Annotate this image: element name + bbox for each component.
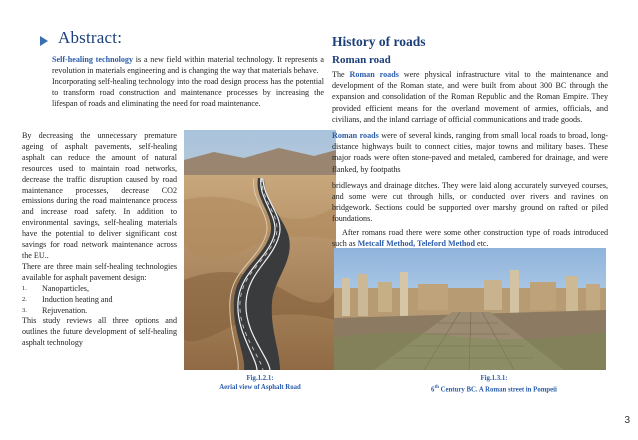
asphalt-road-photo	[184, 130, 336, 370]
history-paragraph-1	[332, 69, 608, 125]
list-text: Induction heating and	[42, 294, 113, 304]
abstract-body	[22, 131, 177, 349]
bullet-arrow-icon	[40, 36, 48, 46]
figure-text: Aerial view of Asphalt Road	[219, 384, 301, 391]
figure-text	[384, 383, 604, 394]
abstract-intro-text: is a new field within material technology. It represents a revolution in materials engineering and is changing the way that materials behave.	[52, 55, 324, 75]
list-number: 1.	[22, 284, 27, 292]
roman-road-subheading: Roman road	[332, 54, 391, 66]
history-heading: History of roads	[332, 34, 426, 49]
list-item	[22, 295, 177, 306]
history-paragraph-4-tail: etc.	[474, 238, 489, 248]
history-paragraph-3: bridleways and drainage ditches. They were laid along accurately surveyed courses, and some were cut through hills, or conducted over rivers and ravines on bridgework. Sections could be supported over marshy ground on rafted or piled foundations.	[332, 180, 608, 224]
history-paragraph-1-text: were physical infrastructure vital to the maintenance and development of the Roman state, and were built from about 300 BC through the expansion and consolidation of the Roman Republic and the Roman Empire. They provided efficient means for the overland movement of armies, officials, and civilians, and the inland carriage of official communications and trade goods.	[332, 70, 608, 124]
technology-list	[22, 284, 177, 317]
list-number: 2.	[22, 295, 27, 303]
abstract-title: Abstract:	[58, 28, 123, 47]
abstract-intro-paragraph-2: Incorporating self-healing technology into the road design process has the potential to transform road construction and maintenance processes by increasing the lifespan of roads and eliminating the need for road maintenance.	[52, 77, 324, 108]
history-body	[332, 69, 608, 254]
history-paragraph-4-lead: After romans road there were some other construction type of roads introduced such as	[332, 227, 608, 248]
list-text: Nanoparticles,	[42, 283, 89, 293]
figure-label: Fig.1.2.1:	[246, 375, 274, 382]
self-healing-term: Self-healing technology	[52, 55, 134, 64]
history-paragraph-2-text: were of several kinds, ranging from small local roads to broad, long-distance highways built to connect cities, major towns and military bases. These major roads were often stone-paved and metaled, cambered for drainage, and were flanked, by footpaths	[332, 131, 608, 174]
century-ordinal: th	[434, 385, 439, 390]
page-number: 3	[624, 415, 630, 426]
abstract-intro-paragraph	[52, 54, 324, 76]
history-paragraph-4	[332, 227, 608, 249]
list-item	[22, 306, 177, 317]
abstract-body-paragraph-3: This study reviews all three options and outlines the future development of self-healing asphalt technology	[22, 316, 177, 348]
list-item	[22, 284, 177, 295]
abstract-body-paragraph-2: There are three main self-healing technologies available for asphalt pavement design:	[22, 261, 177, 282]
history-paragraph-1-lead: The	[332, 70, 350, 79]
abstract-body-paragraph-1: By decreasing the unnecessary premature ageing of asphalt pavements, self-healing asphalt can reduce the amount of natural resources used to maintain road networks, decrease the traffic disruption caused by road maintenance processes, decrease CO2 emissions during the road maintenance process and increase road safety. In addition to environmental savings, self-healing materials have the potential to deliver significant cost savings for road network maintenance across the EU..	[22, 131, 177, 260]
figure-caption-pompeii	[384, 374, 604, 394]
construction-methods-term: Metcalf Method, Teleford Method	[357, 238, 475, 248]
roman-roads-term: Roman roads	[349, 70, 399, 79]
figure-text-rest: Century BC. A Roman street in Pompeii	[438, 386, 557, 394]
century-number: 6	[431, 386, 435, 394]
roman-roads-term: Roman roads	[332, 131, 379, 141]
list-text: Rejuvenation.	[42, 305, 88, 315]
pompeii-street-photo	[334, 248, 606, 370]
figure-caption-asphalt	[190, 374, 330, 392]
abstract-intro	[52, 54, 324, 109]
figure-label: Fig.1.3.1:	[480, 375, 508, 382]
list-number: 3.	[22, 306, 27, 314]
history-paragraph-2	[332, 130, 608, 175]
